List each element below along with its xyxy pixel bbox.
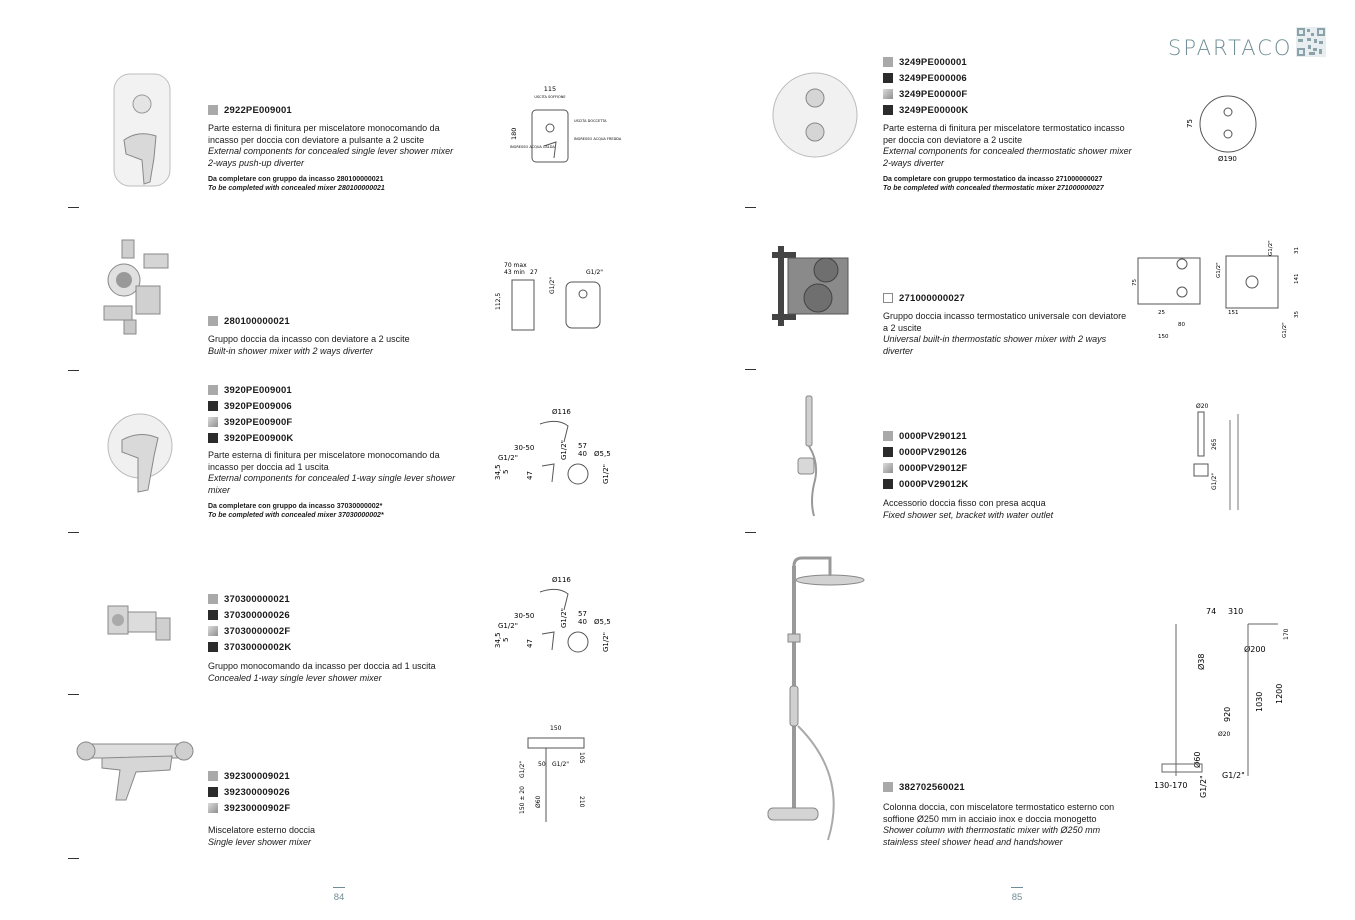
technical-drawing-pv2901 [1186,400,1250,518]
svg-text:150: 150 [550,725,562,732]
finish-swatch [208,626,218,636]
technical-drawing-3923 [510,722,594,828]
product-code-row: 370300000026 [208,608,290,622]
svg-text:G1/2": G1/2" [1282,322,1288,338]
product-description: Parte esterna di finitura per miscelatore monocomando da incasso per doccia ad 1 uscita External components for concealed 1-way single lever shower mixer [208,450,456,495]
product-code-row: 3249PE000006 [883,71,967,85]
product-code-row: 3249PE00000F [883,87,967,101]
separator [745,532,756,533]
product-code-row: 2922PE009001 [208,103,292,117]
svg-text:G1/2": G1/2" [1216,262,1222,278]
finish-swatch [208,417,218,427]
svg-text:Ø190: Ø190 [1218,155,1237,163]
svg-text:310: 310 [1228,607,1244,616]
svg-text:Ø38: Ø38 [1197,653,1206,670]
product-note: Da completare con gruppo termostatico da incasso 271000000027 To be completed with concealed thermostatic mixer 271000000027 [883,176,1104,192]
svg-text:265: 265 [1211,438,1218,450]
product-code-row: 39230000902F [208,801,290,815]
svg-text:G1/2": G1/2" [1211,472,1218,490]
svg-text:G1/2": G1/2" [549,276,556,294]
svg-text:G1/2": G1/2" [1199,775,1208,798]
svg-text:57: 57 [578,442,587,450]
svg-text:80: 80 [1178,322,1185,328]
technical-drawing-2801 [490,258,620,342]
svg-text:G1/2": G1/2" [586,269,604,276]
svg-text:920: 920 [1223,706,1232,722]
svg-text:34,5: 34,5 [494,464,502,480]
finish-swatch [208,610,218,620]
svg-text:30-50: 30-50 [514,612,535,620]
finish-swatch [883,89,893,99]
page-number-right: 85 [1007,887,1027,903]
product-note: Da completare con gruppo da incasso 280100000021 To be completed with concealed mixer 280100000021 [208,176,385,192]
svg-text:Ø5,5: Ø5,5 [594,450,611,458]
separator [68,370,79,371]
product-description: Accessorio doccia fisso con presa acqua Fixed shower set, bracket with water outlet [883,498,1054,520]
separator [68,532,79,533]
product-code-row: 3920PE00900F [208,415,292,429]
svg-text:70 max: 70 max [504,262,527,269]
finish-swatch [208,401,218,411]
svg-text:Ø20: Ø20 [1218,731,1231,738]
technical-drawing-3703 [494,572,618,658]
svg-text:40: 40 [578,450,587,458]
svg-text:G1/2": G1/2" [498,622,518,630]
product-code-row: 382702560021 [883,780,965,794]
svg-text:74: 74 [1206,607,1217,616]
svg-text:150: 150 [1158,334,1169,340]
svg-text:180: 180 [510,127,518,140]
svg-text:INGRESSO ACQUA FREDDA: INGRESSO ACQUA FREDDA [574,137,622,141]
product-code-row: 37030000002K [208,640,291,654]
svg-text:105: 105 [578,752,585,764]
svg-text:Ø5,5: Ø5,5 [594,618,611,626]
svg-text:Ø20: Ø20 [1196,403,1209,410]
finish-swatch [883,57,893,67]
svg-text:G1/2": G1/2" [560,608,568,628]
svg-text:170: 170 [1283,628,1290,640]
brand-logo: SPARTACO [1168,36,1293,60]
product-image-2801 [96,236,178,336]
product-code-row: 392300009021 [208,769,290,783]
product-code-row: 3920PE00900K [208,431,294,445]
finish-swatch [883,431,893,441]
svg-text:USCITA SOFFIONE: USCITA SOFFIONE [534,95,566,99]
svg-text:34,5: 34,5 [494,632,502,648]
product-code-row: 37030000002F [208,624,290,638]
separator [68,694,79,695]
product-description: Gruppo monocomando da incasso per doccia ad 1 uscita Concealed 1-way single lever shower mixer [208,661,436,683]
product-code-row: 370300000021 [208,592,290,606]
finish-swatch [883,73,893,83]
product-image-2922 [104,70,178,192]
technical-drawing-3827 [1148,600,1290,800]
svg-text:1200: 1200 [1275,683,1284,704]
svg-text:31: 31 [1294,247,1300,254]
product-code-row: 0000PV29012K [883,477,969,491]
svg-text:27: 27 [530,269,538,276]
svg-text:Ø116: Ø116 [552,408,571,416]
svg-text:G1/2": G1/2" [560,440,568,460]
technical-drawing-3920 [494,404,618,490]
finish-swatch [883,479,893,489]
svg-text:G1/2": G1/2" [1268,240,1274,256]
technical-drawing-2710 [1128,238,1302,342]
product-code-row: 392300009026 [208,785,290,799]
svg-text:G1/2": G1/2" [602,464,610,484]
finish-swatch [883,293,893,303]
product-image-pv2901 [790,394,830,518]
finish-swatch [883,463,893,473]
svg-text:G1/2": G1/2" [552,761,570,768]
svg-text:Ø60: Ø60 [535,795,542,808]
svg-text:25: 25 [1158,310,1165,316]
product-code-row: 3920PE009006 [208,399,292,413]
finish-swatch [208,803,218,813]
product-note: Da completare con gruppo da incasso 37030000002* To be completed with concealed mixer 37030000002* [208,503,384,519]
svg-text:43 min: 43 min [504,269,525,276]
svg-text:75: 75 [1132,279,1138,286]
svg-text:USCITA DOCCETTA: USCITA DOCCETTA [574,119,607,123]
svg-text:G1/2": G1/2" [519,760,526,778]
svg-text:210: 210 [578,796,585,808]
separator [745,369,756,370]
svg-text:5: 5 [502,469,510,474]
finish-swatch [208,642,218,652]
svg-text:INGRESSO ACQUA CALDA: INGRESSO ACQUA CALDA [510,145,555,149]
product-code-row: 3920PE009001 [208,383,292,397]
product-code-row: 271000000027 [883,291,965,305]
product-image-3703 [100,596,176,648]
finish-swatch [883,447,893,457]
product-code-row: 3249PE00000K [883,103,969,117]
product-description: Parte esterna di finitura per miscelatore termostatico incasso per doccia con deviatore a 2 uscite External components for concealed thermostatic shower mixer 2-ways diverter [883,123,1132,168]
technical-drawing-2922 [508,84,622,164]
product-image-2710 [768,240,856,328]
product-image-3827 [758,556,868,846]
svg-text:G1/2": G1/2" [1222,771,1245,780]
product-code-row: 0000PV29012F [883,461,967,475]
finish-swatch [883,782,893,792]
svg-text:141: 141 [1294,273,1300,284]
svg-text:47: 47 [526,471,534,480]
product-description: Parte esterna di finitura per miscelatore monocomando da incasso per doccia con deviatore a pulsante a 2 uscite External components for concealed single lever shower mixer 2-ways push-up diverter [208,123,454,168]
svg-text:112,5: 112,5 [495,292,502,310]
svg-text:130-170: 130-170 [1154,781,1188,790]
svg-text:G1/2": G1/2" [498,454,518,462]
separator [68,858,79,859]
product-code-row: 280100000021 [208,314,290,328]
finish-swatch [208,594,218,604]
product-image-3920 [104,400,178,500]
technical-drawing-3249 [1182,90,1272,166]
finish-swatch [208,787,218,797]
svg-text:5: 5 [502,637,510,642]
product-description: Miscelatore esterno doccia Single lever shower mixer [208,825,316,847]
svg-text:151: 151 [1228,310,1239,316]
finish-swatch [208,105,218,115]
svg-text:Ø60: Ø60 [1193,751,1202,768]
separator [68,207,79,208]
product-code-row: 0000PV290126 [883,445,967,459]
svg-text:G1/2": G1/2" [602,632,610,652]
svg-text:Ø116: Ø116 [552,576,571,584]
finish-swatch [208,385,218,395]
product-image-3923 [76,730,194,804]
svg-text:35: 35 [1294,311,1300,318]
svg-text:47: 47 [526,639,534,648]
qr-code-icon [1296,27,1326,57]
product-description: Gruppo doccia da incasso con deviatore a 2 uscite Built-in shower mixer with 2 ways diverter [208,334,410,356]
product-code-row: 0000PV290121 [883,429,967,443]
product-description: Colonna doccia, con miscelatore termostatico esterno con soffione Ø250 mm in acciaio inox e doccia monogetto Shower column with thermostatic mixer with Ø250 mm stainless steel shower head and handshower [883,802,1115,847]
svg-text:Ø200: Ø200 [1244,645,1266,654]
finish-swatch [208,316,218,326]
finish-swatch [208,433,218,443]
finish-swatch [208,771,218,781]
product-image-3249 [770,70,860,160]
product-description: Gruppo doccia incasso termostatico universale con deviatore a 2 uscite Universal built-in thermostatic shower mixer with 2 ways diverter [883,311,1127,356]
page-number-left: 84 [329,887,349,903]
svg-text:75: 75 [1186,119,1194,128]
svg-text:115: 115 [543,85,557,93]
svg-text:30-50: 30-50 [514,444,535,452]
svg-text:1030: 1030 [1255,691,1264,712]
product-code-row: 3249PE000001 [883,55,967,69]
svg-text:40: 40 [578,618,587,626]
svg-text:57: 57 [578,610,587,618]
finish-swatch [883,105,893,115]
svg-text:150 ± 20: 150 ± 20 [519,786,526,814]
svg-text:50: 50 [538,761,546,768]
separator [745,207,756,208]
